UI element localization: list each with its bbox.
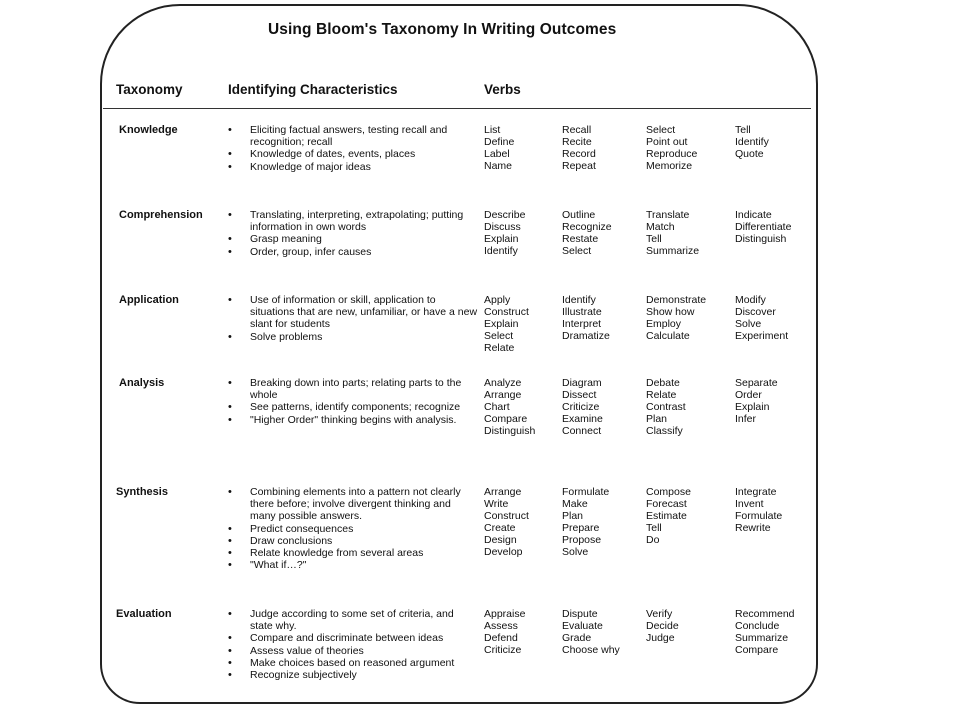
verb: Reproduce	[646, 148, 698, 161]
verb: Compose	[646, 486, 691, 498]
verb: Match	[646, 221, 675, 234]
verb: Restate	[562, 233, 599, 246]
verb-column	[484, 486, 529, 559]
characteristic-item: • Breaking down into parts; relating parts to the whole	[228, 377, 478, 401]
verb-column	[735, 377, 778, 425]
verb: Select	[484, 330, 514, 343]
verb-column	[562, 124, 596, 172]
characteristics-list	[228, 209, 478, 258]
characteristic-item: • Knowledge of major ideas	[228, 161, 478, 173]
verb-column	[646, 294, 706, 342]
verb: Relate	[484, 342, 515, 355]
verb-column	[562, 294, 610, 342]
verb: Discover	[735, 306, 776, 319]
characteristics-list	[228, 608, 478, 681]
verb: Name	[484, 160, 513, 173]
verb: Formulate	[562, 486, 610, 498]
characteristics-list	[228, 486, 478, 571]
verb: Distinguish	[484, 425, 536, 438]
characteristic-item: • Combining elements into a pattern not clearly there before; involve divergent thinking and many possible answers.	[228, 486, 478, 523]
verb: Demonstrate	[646, 294, 707, 306]
verb-column	[646, 608, 679, 644]
characteristics-list	[228, 124, 478, 173]
verb: Differentiate	[735, 221, 792, 234]
characteristic-item: • Recognize subjectively	[228, 669, 478, 681]
taxonomy-level: Knowledge	[119, 124, 178, 136]
verb: Select	[646, 124, 676, 136]
verb: Record	[562, 148, 596, 161]
verb: Show how	[646, 306, 695, 319]
characteristics-list	[228, 294, 478, 343]
verb: Experiment	[735, 330, 789, 343]
verb: Analyze	[484, 377, 522, 389]
verb: Modify	[735, 294, 766, 306]
verb: Interpret	[562, 318, 602, 331]
verb: Plan	[562, 510, 584, 523]
verb: Quote	[735, 148, 764, 161]
verb: Explain	[484, 318, 519, 331]
taxonomy-level: Comprehension	[119, 209, 203, 221]
verb: Tell	[735, 124, 751, 136]
characteristic-item: • Assess value of theories	[228, 645, 478, 657]
characteristic-item: • Knowledge of dates, events, places	[228, 148, 478, 160]
verb: Summarize	[646, 245, 700, 258]
verb: List	[484, 124, 501, 136]
verb: Separate	[735, 377, 778, 389]
verb: Dispute	[562, 608, 598, 620]
verb: Rewrite	[735, 522, 771, 535]
page-title: Using Bloom's Taxonomy In Writing Outcomes	[268, 21, 617, 38]
verb: Employ	[646, 318, 682, 331]
characteristic-item: • Eliciting factual answers, testing recall and recognition; recall	[228, 124, 478, 148]
verb-column	[484, 209, 525, 257]
verb: Arrange	[484, 486, 522, 498]
verb: Criticize	[562, 401, 600, 414]
characteristic-item: • Translating, interpreting, extrapolating; putting information in own words	[228, 209, 478, 233]
verb: Recite	[562, 136, 592, 149]
verb: Relate	[646, 389, 677, 402]
taxonomy-level: Synthesis	[116, 486, 168, 498]
verb: Verify	[646, 608, 673, 620]
characteristic-item: • Grasp meaning	[228, 233, 478, 245]
verb-column	[562, 608, 620, 656]
verb: Construct	[484, 510, 529, 523]
verb: Compare	[735, 644, 779, 657]
characteristic-item: • "Higher Order" thinking begins with analysis.	[228, 414, 478, 426]
verb: Discuss	[484, 221, 521, 234]
verb: Outline	[562, 209, 596, 221]
verb: Make	[562, 498, 588, 511]
verb: Order	[735, 389, 762, 402]
verb-column	[484, 608, 525, 656]
verb: Recognize	[562, 221, 612, 234]
verb: Dissect	[562, 389, 597, 402]
verb: Appraise	[484, 608, 526, 620]
verb-column	[646, 124, 697, 172]
verb: Dramatize	[562, 330, 610, 343]
verb: Illustrate	[562, 306, 602, 319]
verb: Arrange	[484, 389, 522, 402]
verb: Compare	[484, 413, 528, 426]
characteristic-item: • "What if…?"	[228, 559, 478, 571]
verb: Estimate	[646, 510, 687, 523]
rounded-frame	[100, 4, 818, 704]
characteristic-item: • Predict consequences	[228, 523, 478, 535]
verb: Conclude	[735, 620, 780, 633]
verb: Explain	[484, 233, 519, 246]
verb-column	[735, 294, 788, 342]
verb: Evaluate	[562, 620, 603, 633]
verb: Forecast	[646, 498, 687, 511]
verb: Write	[484, 498, 509, 511]
verb: Assess	[484, 620, 518, 633]
verb: Plan	[646, 413, 668, 426]
verb: Develop	[484, 546, 523, 559]
verb-column	[646, 209, 699, 257]
verb-column	[484, 377, 535, 437]
verb-column	[562, 209, 612, 257]
characteristic-item: • Compare and discriminate between ideas	[228, 632, 478, 644]
verb: Judge	[646, 632, 675, 645]
verb: Integrate	[735, 486, 777, 498]
taxonomy-level: Application	[119, 294, 179, 306]
header-taxonomy: Taxonomy	[116, 82, 183, 97]
characteristics-list	[228, 377, 478, 426]
verb: Infer	[735, 413, 757, 426]
verb: Classify	[646, 425, 683, 438]
verb: Define	[484, 136, 515, 149]
verb: Identify	[562, 294, 596, 306]
characteristic-item: • Judge according to some set of criteria, and state why.	[228, 608, 478, 632]
verb: Identify	[484, 245, 518, 258]
verb: Debate	[646, 377, 680, 389]
verb-column	[562, 486, 609, 559]
verb: Diagram	[562, 377, 602, 389]
characteristic-item: • Draw conclusions	[228, 535, 478, 547]
taxonomy-level: Analysis	[119, 377, 165, 389]
verb: Decide	[646, 620, 679, 633]
verb: Propose	[562, 534, 602, 547]
verb: Tell	[646, 522, 662, 535]
characteristic-item: • Use of information or skill, application to situations that are new, unfamiliar, or have a new slant for students	[228, 294, 478, 331]
verb: Defend	[484, 632, 518, 645]
verb: Recall	[562, 124, 592, 136]
verb: Criticize	[484, 644, 522, 657]
verb: Select	[562, 245, 592, 258]
verb: Construct	[484, 306, 529, 319]
verb: Formulate	[735, 510, 783, 523]
verb: Point out	[646, 136, 688, 149]
header-divider	[103, 108, 811, 109]
verb: Solve	[562, 546, 589, 559]
verb: Chart	[484, 401, 510, 414]
verb: Apply	[484, 294, 511, 306]
verb: Examine	[562, 413, 603, 426]
verb: Connect	[562, 425, 602, 438]
characteristic-item: • Order, group, infer causes	[228, 246, 478, 258]
verb: Do	[646, 534, 660, 547]
verb: Distinguish	[735, 233, 787, 246]
verb: Choose why	[562, 644, 620, 657]
verb: Grade	[562, 632, 592, 645]
verb: Contrast	[646, 401, 686, 414]
characteristic-item: • Make choices based on reasoned argument	[228, 657, 478, 669]
verb: Describe	[484, 209, 526, 221]
verb: Translate	[646, 209, 690, 221]
verb: Invent	[735, 498, 764, 511]
verb: Calculate	[646, 330, 690, 343]
verb: Solve	[735, 318, 762, 331]
verb: Tell	[646, 233, 662, 246]
verb-column	[735, 209, 791, 245]
verb-column	[562, 377, 603, 437]
header-verbs: Verbs	[484, 82, 521, 97]
verb: Explain	[735, 401, 770, 414]
verb: Identify	[735, 136, 769, 149]
verb-column	[735, 124, 769, 160]
verb: Memorize	[646, 160, 693, 173]
verb: Recommend	[735, 608, 795, 620]
verb: Repeat	[562, 160, 596, 173]
verb: Design	[484, 534, 517, 547]
verb-column	[735, 608, 795, 656]
verb: Create	[484, 522, 516, 535]
characteristic-item: • Relate knowledge from several areas	[228, 547, 478, 559]
verb: Indicate	[735, 209, 772, 221]
verb: Summarize	[735, 632, 789, 645]
characteristic-item: • Solve problems	[228, 331, 478, 343]
verb: Label	[484, 148, 510, 161]
verb-column	[484, 294, 529, 354]
verb-column	[735, 486, 782, 534]
verb: Prepare	[562, 522, 600, 535]
verb-column	[646, 486, 691, 546]
characteristic-item: • See patterns, identify components; recognize	[228, 401, 478, 413]
taxonomy-level: Evaluation	[116, 608, 172, 620]
verb-column	[646, 377, 686, 437]
header-characteristics: Identifying Characteristics	[228, 82, 398, 97]
verb-column	[484, 124, 514, 172]
